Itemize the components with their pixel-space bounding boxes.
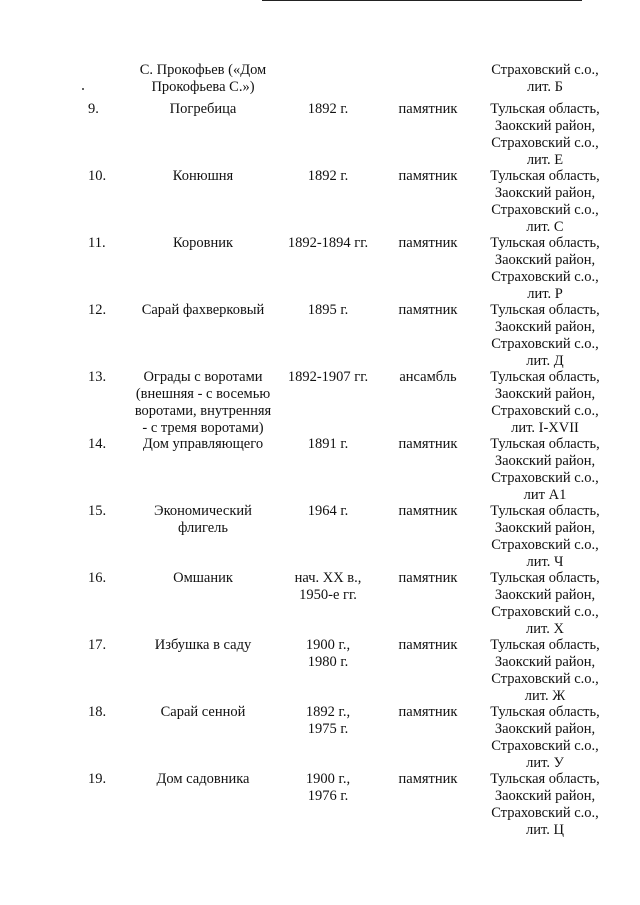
object-location-line: лит. I-XVII <box>511 420 579 436</box>
object-name-line: Ограды с воротами <box>143 369 263 385</box>
object-location <box>483 771 607 839</box>
object-location-line: Тульская область, <box>490 168 600 184</box>
object-category: памятник <box>398 704 458 720</box>
object-name-line: Дом управляющего <box>142 436 264 452</box>
object-location-line: Страховский с.о., <box>491 336 599 352</box>
object-name-line: флигель <box>177 520 229 536</box>
object-name <box>118 302 288 319</box>
object-date <box>278 168 378 185</box>
object-date <box>278 570 378 604</box>
object-date-line: 1892 г., <box>305 704 351 720</box>
object-location-line: Заокский район, <box>494 587 596 603</box>
object-date-line: нач. XX в., <box>294 570 362 586</box>
object-name <box>118 637 288 654</box>
object-date <box>278 235 378 252</box>
object-location-line: Заокский район, <box>494 654 596 670</box>
object-location-line: Тульская область, <box>490 771 600 787</box>
object-category: памятник <box>398 637 458 653</box>
object-location <box>483 369 607 437</box>
object-location-line: лит. Р <box>527 286 563 302</box>
object-location-line: Страховский с.о., <box>491 62 599 78</box>
object-location-line: Тульская область, <box>490 637 600 653</box>
object-name <box>118 168 288 185</box>
object-location-line: Страховский с.о., <box>491 403 599 419</box>
object-location-line: лит. Ж <box>524 688 566 704</box>
row-number: 17. <box>88 637 107 653</box>
object-date-line: 1950-е гг. <box>299 587 357 603</box>
object-date <box>278 302 378 319</box>
object-location-line: Заокский район, <box>494 721 596 737</box>
object-location-line: Страховский с.о., <box>491 470 599 486</box>
row-number: 13. <box>88 369 107 385</box>
object-category: памятник <box>398 503 458 519</box>
object-name-line: Омшаник <box>173 570 233 586</box>
object-location-line: Заокский район, <box>494 319 596 335</box>
object-category: ансамбль <box>399 369 457 385</box>
object-location-line: Тульская область, <box>490 369 600 385</box>
object-location-line: Заокский район, <box>494 185 596 201</box>
object-location <box>483 302 607 370</box>
object-name-line: Прокофьева С.») <box>151 79 255 95</box>
object-date-line: 1900 г., <box>305 637 351 653</box>
object-date-line: 1891 г. <box>307 436 349 452</box>
object-name-line: Сарай сенной <box>160 704 246 720</box>
object-location-line: лит. Д <box>526 353 564 369</box>
object-location-line: Тульская область, <box>490 570 600 586</box>
object-category: памятник <box>398 235 458 251</box>
object-location-line: лит. У <box>526 755 564 771</box>
row-number: 9. <box>88 101 99 117</box>
object-date <box>278 503 378 520</box>
row-number: 15. <box>88 503 107 519</box>
object-location <box>483 637 607 705</box>
object-date-line: 1900 г., <box>305 771 351 787</box>
object-date-line: 1964 г. <box>307 503 349 519</box>
object-date <box>278 637 378 671</box>
object-location-line: Страховский с.о., <box>491 135 599 151</box>
object-location <box>483 704 607 772</box>
object-name-line: Конюшня <box>172 168 234 184</box>
object-location-line: Страховский с.о., <box>491 537 599 553</box>
row-number: 12. <box>88 302 107 318</box>
object-category: памятник <box>398 302 458 318</box>
object-name <box>118 369 288 437</box>
object-name <box>118 704 288 721</box>
object-location <box>483 168 607 236</box>
object-name-line: Экономический <box>154 503 252 519</box>
object-date <box>278 436 378 453</box>
object-name-line: Избушка в саду <box>154 637 252 653</box>
object-date-line: 1892-1907 гг. <box>287 369 369 385</box>
object-date <box>278 101 378 118</box>
object-location-line: Заокский район, <box>494 252 596 268</box>
object-location-line: Заокский район, <box>494 386 596 402</box>
object-category: памятник <box>398 168 458 184</box>
object-location <box>483 436 607 504</box>
object-location-line: лит. Х <box>526 621 564 637</box>
object-name-line: Коровник <box>172 235 234 251</box>
object-location-line: лит. С <box>526 219 564 235</box>
object-name-line: С. Прокофьев («Дом <box>139 62 267 78</box>
object-name-line: Погребица <box>169 101 237 117</box>
row-number: 10. <box>88 168 107 184</box>
object-name-line: (внешняя - с восемью <box>135 386 271 402</box>
object-location <box>483 570 607 638</box>
object-name <box>118 62 288 96</box>
object-location-line: Заокский район, <box>494 118 596 134</box>
object-location-line: Заокский район, <box>494 788 596 804</box>
object-location-line: Страховский с.о., <box>491 738 599 754</box>
object-date <box>278 771 378 805</box>
object-category: памятник <box>398 570 458 586</box>
object-date-line: 1892 г. <box>307 101 349 117</box>
object-location-line: Страховский с.о., <box>491 604 599 620</box>
row-number: 14. <box>88 436 107 452</box>
object-location <box>483 62 607 96</box>
object-date-line: 1976 г. <box>307 788 349 804</box>
object-name-line: воротами, внутренняя <box>134 403 272 419</box>
object-date <box>278 369 378 386</box>
object-location-line: Страховский с.о., <box>491 202 599 218</box>
object-name <box>118 235 288 252</box>
object-category: памятник <box>398 436 458 452</box>
object-location-line: лит. Б <box>527 79 563 95</box>
object-location <box>483 503 607 571</box>
object-location-line: Тульская область, <box>490 704 600 720</box>
object-location-line: Заокский район, <box>494 453 596 469</box>
object-location-line: Тульская область, <box>490 503 600 519</box>
object-location-line: Страховский с.о., <box>491 805 599 821</box>
object-date-line: 1975 г. <box>307 721 349 737</box>
object-location-line: Тульская область, <box>490 101 600 117</box>
row-number: 16. <box>88 570 107 586</box>
row-number: 11. <box>88 235 106 251</box>
row-number: 19. <box>88 771 107 787</box>
object-name <box>118 771 288 788</box>
object-location-line: лит. Е <box>526 152 564 168</box>
object-name-line: - с тремя воротами) <box>142 420 264 436</box>
object-date-line: 1980 г. <box>307 654 349 670</box>
object-date-line: 1895 г. <box>307 302 349 318</box>
object-name <box>118 436 288 453</box>
object-category: памятник <box>398 771 458 787</box>
object-location <box>483 235 607 303</box>
object-date-line: 1892-1894 гг. <box>287 235 369 251</box>
object-location-line: Тульская область, <box>490 302 600 318</box>
object-location-line: лит А1 <box>523 487 567 503</box>
object-location-line: Страховский с.о., <box>491 269 599 285</box>
object-date-line: 1892 г. <box>307 168 349 184</box>
object-location-line: Тульская область, <box>490 235 600 251</box>
object-name-line: Сарай фахверковый <box>141 302 265 318</box>
object-name <box>118 101 288 118</box>
object-name <box>118 503 288 537</box>
object-category: памятник <box>398 101 458 117</box>
object-name <box>118 570 288 587</box>
row-number: 18. <box>88 704 107 720</box>
object-name-line: Дом садовника <box>156 771 250 787</box>
object-location-line: лит. Ч <box>526 554 564 570</box>
object-location-line: Страховский с.о., <box>491 671 599 687</box>
object-location-line: Тульская область, <box>490 436 600 452</box>
object-location-line: Заокский район, <box>494 520 596 536</box>
object-location-line: лит. Ц <box>526 822 564 838</box>
object-date <box>278 704 378 738</box>
object-location <box>483 101 607 169</box>
